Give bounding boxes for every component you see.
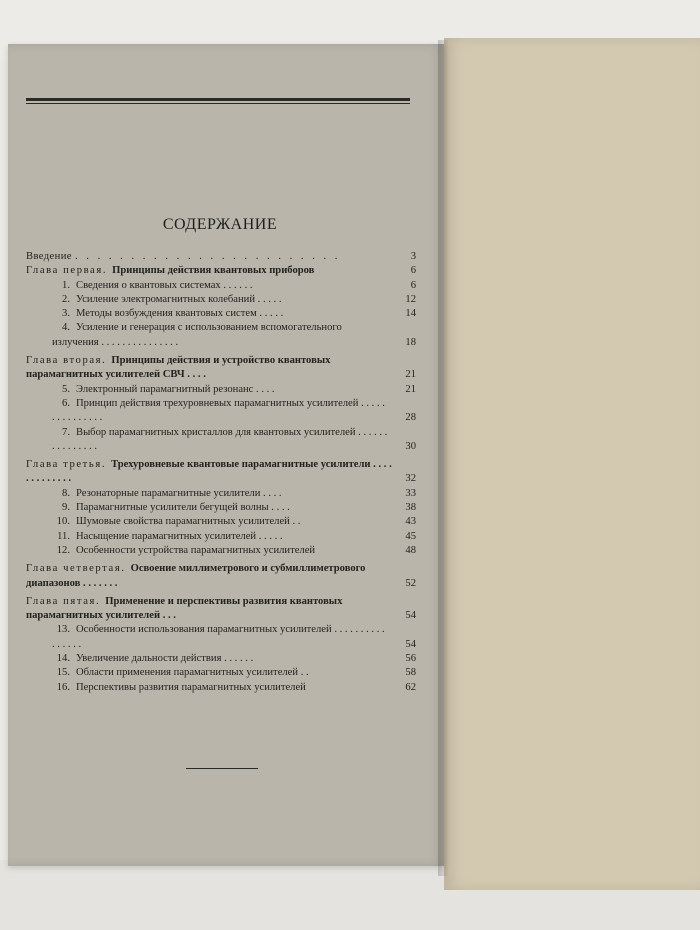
toc-section: 5. Электронный парамагнитный резонанс . . . . 21 bbox=[62, 383, 416, 395]
table-of-contents bbox=[26, 250, 418, 695]
toc-section: 6. Принцип действия трехуровневых парамагнитных усилителей . . . . . . . . . . . . . . . 28 bbox=[52, 397, 416, 424]
chapter-3-title: Трехуровневые квантовые парамагнитные усилители . . . . . . . . . . . . . bbox=[26, 459, 392, 485]
toc-chapter-3 bbox=[26, 458, 418, 487]
toc-section: 7. Выбор парамагнитных кристаллов для квантовых усилителей . . . . . . . . . . . . . . . 30 bbox=[52, 426, 416, 452]
toc-section: 12. Особенности устройства парамагнитных усилителей 48 bbox=[56, 544, 416, 556]
toc-intro-page: 3 bbox=[410, 251, 416, 262]
toc-chapter-5 bbox=[26, 595, 418, 624]
toc-chapter-1 bbox=[26, 264, 418, 278]
toc-intro-leader: . . . . . . . . . . . . . . . . . . . . . . . . bbox=[74, 251, 341, 262]
chapter-3-label: Глава третья. bbox=[26, 459, 107, 471]
chapter-1-page: 6 bbox=[410, 265, 416, 277]
toc-intro-text: Введение bbox=[26, 251, 72, 262]
toc-chapter-2 bbox=[26, 354, 418, 383]
toc-chapter-4 bbox=[26, 562, 418, 591]
toc-section: 16. Перспективы развития парамагнитных усилителей 62 bbox=[56, 681, 416, 693]
toc-section: 11. Насыщение парамагнитных усилителей . . . . . 45 bbox=[57, 530, 416, 542]
toc-section: 4. Усиление и генерация с использованием вспомогательного излучения . . . . . . . . . . . . . . . 18 bbox=[52, 322, 416, 348]
toc-section: 10. Шумовые свойства парамагнитных усилителей . . 43 bbox=[56, 516, 416, 528]
chapter-5-title: Применение и перспективы развития квантовых парамагнитных усилителей . . . bbox=[26, 595, 343, 622]
end-rule bbox=[186, 768, 258, 769]
chapter-2-label: Глава вторая. bbox=[26, 355, 107, 367]
header-rule-thin bbox=[26, 103, 410, 104]
right-page bbox=[444, 38, 700, 890]
chapter-4-page: 52 bbox=[405, 577, 416, 589]
contents-title: СОДЕРЖАНИЕ bbox=[162, 216, 278, 233]
chapter-1-label: Глава первая. bbox=[26, 265, 108, 277]
toc-section: 8. Резонаторные парамагнитные усилители . . . . 33 bbox=[62, 487, 416, 499]
chapter-5-page: 54 bbox=[405, 610, 416, 622]
toc-section: 3. Методы возбуждения квантовых систем . . . . . 14 bbox=[62, 308, 416, 320]
toc-intro bbox=[26, 250, 418, 264]
header-rule-thick bbox=[26, 98, 410, 101]
toc-section: 1. Сведения о квантовых системах . . . . . . 6 bbox=[62, 279, 416, 291]
chapter-1-title: Принципы действия квантовых приборов bbox=[112, 265, 315, 277]
book-spine-shadow bbox=[438, 40, 448, 876]
chapter-2-page: 21 bbox=[405, 369, 416, 381]
chapter-4-label: Глава четвертая. bbox=[26, 563, 126, 575]
toc-section: 14. Увеличение дальности действия . . . . . . 56 bbox=[56, 653, 416, 665]
toc-section: 2. Усиление электромагнитных колебаний . . . . . 12 bbox=[62, 293, 416, 305]
chapter-2-title: Принципы действия и устройство квантовых парамагнитных усилителей СВЧ . . . . bbox=[26, 355, 331, 381]
chapter-3-page: 32 bbox=[405, 473, 416, 485]
toc-section: 9. Парамагнитные усилители бегущей волны . . . . 38 bbox=[62, 502, 416, 514]
chapter-5-label: Глава пятая. bbox=[26, 595, 101, 607]
chapter-4-title: Освоение миллиметрового и субмиллиметрового диапазонов . . . . . . . bbox=[26, 563, 366, 589]
toc-section: 13. Особенности использования парамагнитных усилителей . . . . . . . . . . . . . . . . 54 bbox=[52, 624, 416, 650]
toc-section: 15. Области применения парамагнитных усилителей . . 58 bbox=[56, 667, 416, 679]
header-double-rule bbox=[26, 98, 410, 104]
